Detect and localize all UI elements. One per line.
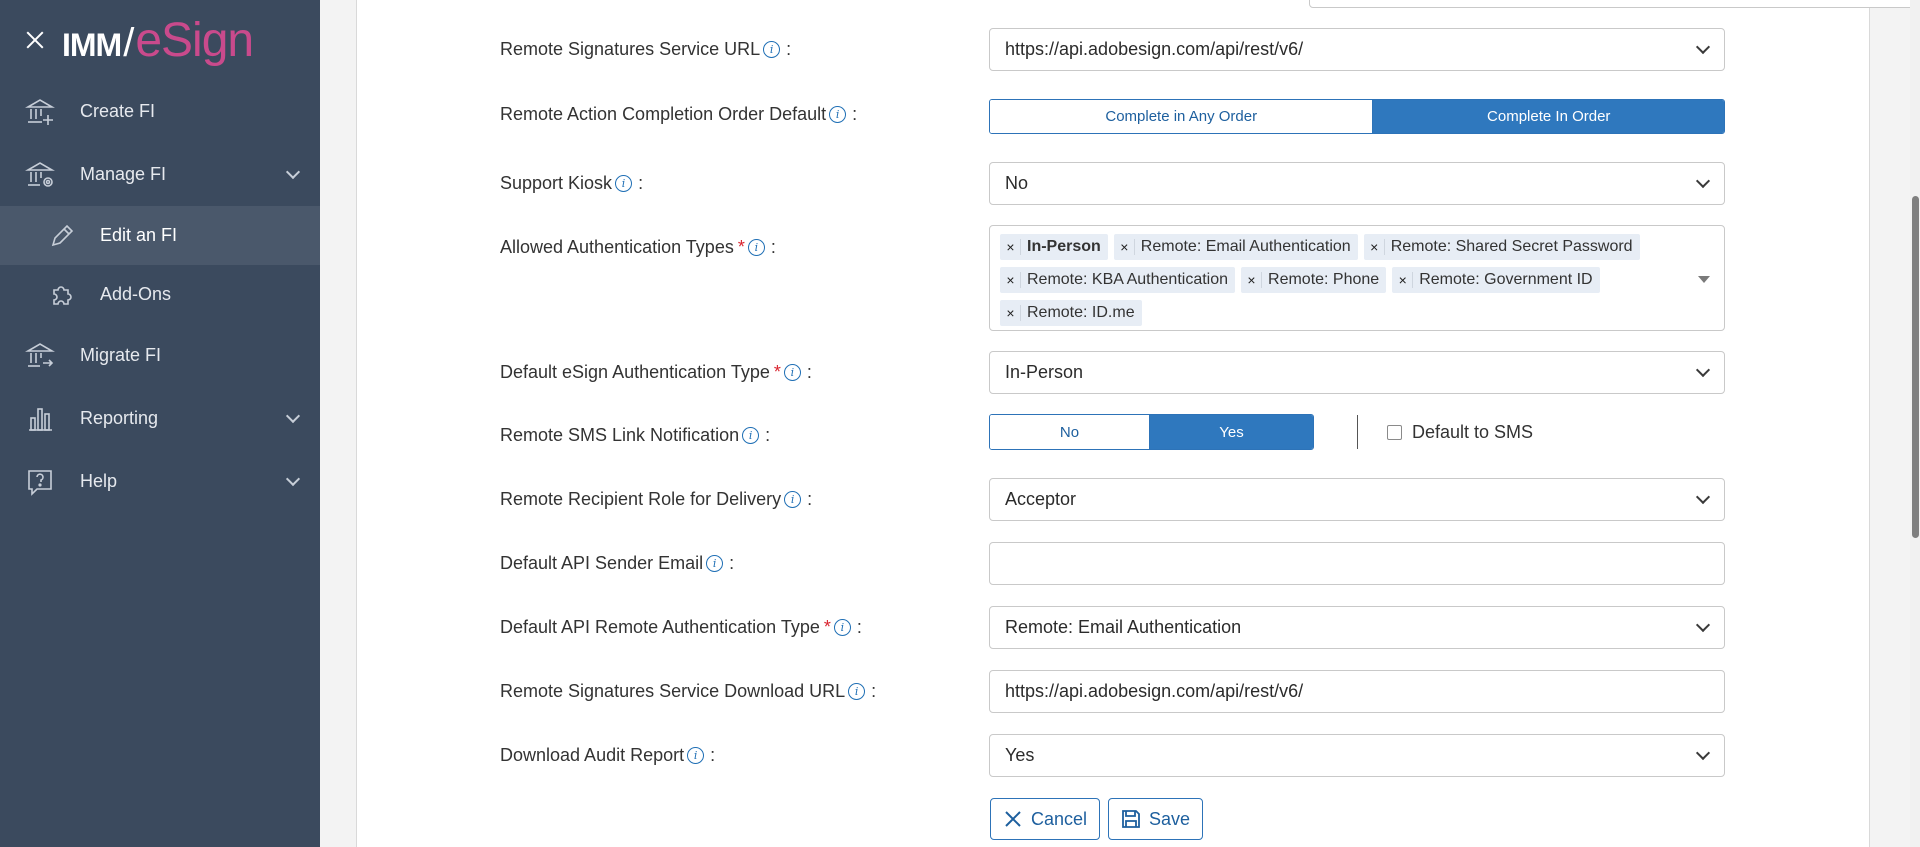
completion-order-toggle — [989, 99, 1725, 134]
cancel-x-icon — [1003, 809, 1023, 829]
logo-imm: IMM — [62, 26, 122, 63]
select-value: Remote: Email Authentication — [1005, 617, 1242, 637]
field-label: Default API Remote Authentication Type * i : — [500, 617, 862, 637]
tag-phone: × Remote: Phone — [1241, 267, 1386, 293]
info-icon[interactable]: i — [748, 239, 765, 256]
remove-tag-icon[interactable]: × — [1365, 239, 1385, 255]
nav-add-ons[interactable] — [0, 265, 320, 324]
info-icon[interactable]: i — [829, 106, 846, 123]
chevron-down-icon — [1696, 363, 1710, 377]
logo-slash: / — [123, 20, 134, 65]
question-bubble-icon — [24, 466, 56, 498]
nav-create-fi[interactable] — [0, 80, 320, 143]
remove-tag-icon[interactable]: × — [1001, 272, 1021, 288]
default-to-sms-checkbox[interactable] — [1387, 422, 1533, 443]
nav-manage-fi[interactable] — [0, 143, 320, 206]
nav-label: Help — [80, 471, 118, 491]
vertical-divider — [1357, 415, 1358, 449]
info-icon[interactable]: i — [784, 364, 801, 381]
option-no[interactable]: No — [990, 415, 1149, 449]
info-icon[interactable]: i — [763, 41, 780, 58]
cancel-label: Cancel — [1031, 808, 1088, 829]
select-value: https://api.adobesign.com/api/rest/v6/ — [1005, 39, 1304, 59]
option-yes[interactable]: Yes — [1149, 415, 1313, 449]
chevron-down-icon[interactable] — [286, 472, 300, 486]
scrollbar-thumb[interactable] — [1912, 196, 1919, 538]
remove-tag-icon[interactable]: × — [1001, 239, 1021, 255]
main-content — [320, 0, 1910, 847]
chevron-down-icon — [1696, 746, 1710, 760]
remove-tag-icon[interactable]: × — [1242, 272, 1262, 288]
field-label: Support Kiosk i : — [500, 173, 644, 193]
input-value: https://api.adobesign.com/api/rest/v6/ — [1005, 681, 1304, 701]
tag-id-me: × Remote: ID.me — [1000, 300, 1142, 326]
info-icon[interactable]: i — [784, 491, 801, 508]
nav-label: Add-Ons — [100, 284, 172, 304]
field-label: Remote SMS Link Notification i : — [500, 425, 771, 445]
tag-shared-secret: × Remote: Shared Secret Password — [1364, 234, 1640, 260]
support-kiosk-select[interactable] — [989, 162, 1725, 205]
info-icon[interactable]: i — [687, 747, 704, 764]
field-label: Remote Action Completion Order Default i : — [500, 104, 858, 124]
nav-reporting[interactable] — [0, 387, 320, 450]
chevron-down-icon — [1696, 490, 1710, 504]
info-icon[interactable]: i — [848, 683, 865, 700]
field-label: Default eSign Authentication Type * i : — [500, 362, 812, 382]
close-sidebar-icon[interactable] — [22, 27, 48, 53]
nav-help[interactable] — [0, 450, 320, 513]
remove-tag-icon[interactable]: × — [1393, 272, 1413, 288]
api-remote-auth-select[interactable] — [989, 606, 1725, 649]
api-sender-email-input[interactable] — [989, 542, 1725, 585]
option-in-order[interactable]: Complete In Order — [1372, 100, 1724, 133]
save-label: Save — [1149, 808, 1191, 829]
pencil-icon — [48, 222, 76, 250]
page-scrollbar[interactable] — [1910, 0, 1920, 847]
sidebar — [0, 0, 320, 847]
tag-in-person: × In-Person — [1000, 234, 1108, 260]
app-logo — [62, 13, 253, 68]
audit-report-select[interactable] — [989, 734, 1725, 777]
checkbox-box[interactable] — [1387, 425, 1402, 440]
chevron-down-icon[interactable] — [286, 409, 300, 423]
required-marker: * — [773, 362, 781, 382]
remove-tag-icon[interactable]: × — [1001, 305, 1021, 321]
field-label: Download Audit Report i : — [500, 745, 716, 765]
download-url-input[interactable] — [989, 670, 1725, 713]
field-label: Remote Signatures Service URL i : — [500, 39, 792, 59]
chevron-down-icon — [1696, 174, 1710, 188]
chevron-down-icon — [1696, 40, 1710, 54]
sms-link-toggle — [989, 414, 1314, 450]
info-icon[interactable]: i — [834, 619, 851, 636]
previous-field-partial[interactable] — [1309, 0, 1920, 8]
bank-arrow-icon — [24, 340, 56, 372]
option-any-order[interactable]: Complete in Any Order — [990, 100, 1372, 133]
nav-label: Edit an FI — [100, 225, 178, 245]
tag-email-auth: × Remote: Email Authentication — [1114, 234, 1358, 260]
default-esign-auth-select[interactable] — [989, 351, 1725, 394]
bank-plus-icon — [24, 96, 56, 128]
info-icon[interactable]: i — [615, 175, 632, 192]
field-label: Default API Sender Email i : — [500, 553, 735, 573]
nav-migrate-fi[interactable] — [0, 324, 320, 387]
save-button[interactable] — [1108, 798, 1203, 840]
chevron-down-icon — [1696, 618, 1710, 632]
field-label: Remote Recipient Role for Delivery i : — [500, 489, 813, 509]
nav-edit-fi[interactable] — [0, 206, 320, 265]
cancel-button[interactable] — [990, 798, 1100, 840]
remove-tag-icon[interactable]: × — [1115, 239, 1135, 255]
remote-service-url-select[interactable] — [989, 28, 1725, 71]
floppy-disk-icon — [1121, 809, 1141, 829]
bar-chart-icon — [24, 403, 56, 435]
tag-government-id: × Remote: Government ID — [1392, 267, 1599, 293]
puzzle-icon — [48, 281, 76, 309]
required-marker: * — [737, 237, 745, 257]
select-value: Acceptor — [1005, 489, 1077, 509]
caret-down-icon[interactable] — [1698, 276, 1710, 283]
tag-kba-auth: × Remote: KBA Authentication — [1000, 267, 1235, 293]
chevron-down-icon[interactable] — [286, 165, 300, 179]
nav-label: Create FI — [80, 101, 156, 121]
info-icon[interactable]: i — [742, 427, 759, 444]
bank-gear-icon — [24, 159, 56, 191]
auth-types-multiselect[interactable] — [989, 225, 1725, 331]
select-value: No — [1005, 173, 1029, 193]
recipient-role-select[interactable] — [989, 478, 1725, 521]
field-label: Remote Signatures Service Download URL i : — [500, 681, 877, 701]
info-icon[interactable]: i — [706, 555, 723, 572]
checkbox-label: Default to SMS — [1412, 422, 1534, 442]
select-value: In-Person — [1005, 362, 1084, 382]
field-label: Allowed Authentication Types * i : — [500, 237, 776, 257]
sidebar-header — [0, 0, 320, 80]
nav-label: Reporting — [80, 408, 159, 428]
required-marker: * — [823, 617, 831, 637]
logo-esign: eSign — [135, 13, 254, 67]
nav-label: Migrate FI — [80, 345, 162, 365]
select-value: Yes — [1005, 745, 1035, 765]
nav-label: Manage FI — [80, 164, 167, 184]
